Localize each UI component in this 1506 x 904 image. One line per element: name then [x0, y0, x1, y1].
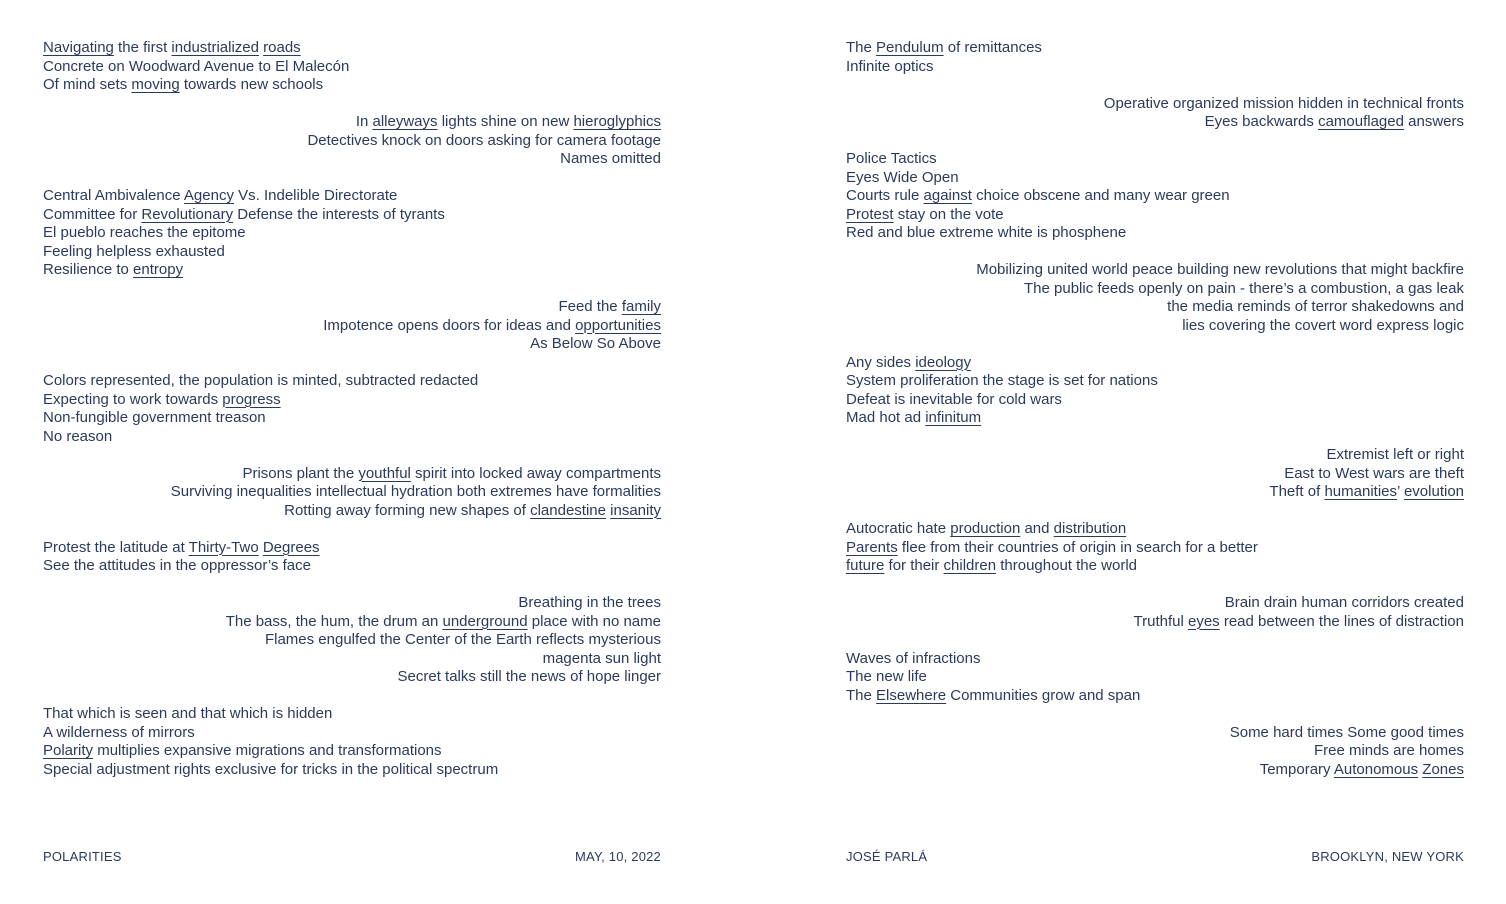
- text-segment: Colors represented, the population is minted, subtracted redacted: [43, 372, 479, 389]
- text-segment: Brain drain human corridors created: [1224, 594, 1464, 611]
- text-segment: System proliferation the stage is set for nations: [846, 372, 1158, 389]
- text-segment: The new life: [846, 668, 927, 685]
- text-segment: Communities grow and span: [946, 686, 1141, 704]
- poem-line: [846, 391, 1464, 410]
- poem-line: [846, 557, 1464, 576]
- poem-line: [846, 95, 1464, 114]
- stanza: [43, 187, 661, 280]
- poem-line: [43, 742, 661, 761]
- text-segment: Courts rule: [846, 187, 924, 204]
- text-segment: Waves of infractions: [846, 649, 981, 667]
- underlined-word: Elsewhere: [876, 686, 947, 704]
- poem-line: [43, 224, 661, 243]
- right-footer-location: BROOKLYN, NEW YORK: [1311, 849, 1464, 864]
- stanza: [43, 39, 661, 95]
- poem-line: [43, 428, 661, 447]
- text-segment: Protest the latitude at: [43, 538, 189, 556]
- text-segment: lights shine on new: [437, 113, 574, 130]
- left-footer-date: MAY, 10, 2022: [575, 849, 661, 864]
- text-segment: throughout the world: [996, 557, 1138, 574]
- poem-line: [43, 650, 661, 669]
- text-segment: the first: [113, 39, 172, 56]
- text-segment: Some hard times Some good times: [1229, 723, 1464, 741]
- stanza: [43, 113, 661, 169]
- text-segment: The: [846, 686, 877, 704]
- stanza: [846, 150, 1464, 243]
- poem-line: [43, 631, 661, 650]
- text-segment: Resilience to: [43, 261, 134, 278]
- poem-line: [846, 206, 1464, 225]
- poem-line: [846, 58, 1464, 77]
- poem-line: [43, 502, 661, 521]
- poem-line: [43, 594, 661, 613]
- poem-line: [846, 594, 1464, 613]
- text-segment: East to West wars are theft: [1284, 464, 1464, 482]
- text-segment: A wilderness of mirrors: [43, 723, 195, 741]
- stanza: [43, 372, 661, 446]
- poem-line: [846, 113, 1464, 132]
- poem-line: [43, 557, 661, 576]
- stanza: [846, 594, 1464, 631]
- poem-line: [43, 483, 661, 502]
- text-segment: the media reminds of terror shakedowns and: [1167, 298, 1464, 315]
- text-segment: Vs. Indelible Directorate: [233, 187, 398, 204]
- poem-line: [846, 39, 1464, 58]
- text-segment: Eyes Wide Open: [846, 168, 959, 186]
- underlined-word: moving: [131, 76, 180, 93]
- poem-line: [846, 539, 1464, 558]
- text-segment: Defeat is inevitable for cold wars: [846, 390, 1062, 408]
- underlined-word: eyes: [1187, 612, 1220, 630]
- poem-line: [846, 298, 1464, 317]
- stanza: [43, 705, 661, 779]
- underlined-word: Degrees: [262, 538, 320, 556]
- stanza: [43, 465, 661, 521]
- text-segment: Feeling helpless exhausted: [43, 242, 225, 260]
- underlined-word: youthful: [358, 464, 411, 482]
- stanza: [846, 446, 1464, 502]
- text-segment: Feed the: [558, 298, 622, 315]
- poem-line: [846, 687, 1464, 706]
- poem-line: [846, 280, 1464, 299]
- poem-line: [43, 58, 661, 77]
- underlined-word: Revolutionary: [141, 205, 234, 223]
- text-segment: Impotence opens doors for ideas and: [323, 316, 576, 334]
- stanza: [846, 724, 1464, 780]
- text-segment: Secret talks still the news of hope linger: [397, 668, 661, 685]
- text-segment: towards new schools: [179, 76, 324, 93]
- underlined-word: Protest: [846, 205, 894, 223]
- poem-line: [846, 354, 1464, 373]
- poem-line: [43, 391, 661, 410]
- underlined-word: against: [923, 187, 972, 204]
- underlined-word: industrialized: [171, 39, 259, 56]
- poem-line: [846, 465, 1464, 484]
- stanza: [846, 354, 1464, 428]
- text-segment: multiplies expansive migrations and transformations: [93, 742, 442, 759]
- text-segment: Theft of: [1269, 483, 1325, 500]
- underlined-word: progress: [222, 390, 281, 408]
- poem-line: [43, 705, 661, 724]
- stanza: [846, 520, 1464, 576]
- poem-line: [43, 409, 661, 428]
- underlined-word: camouflaged: [1318, 113, 1404, 130]
- underlined-word: ideology: [915, 353, 972, 371]
- text-segment: and: [1020, 520, 1054, 537]
- text-segment: flee from their countries of origin in search for a better: [897, 538, 1258, 556]
- stanza: [846, 39, 1464, 76]
- text-segment: In: [355, 113, 373, 130]
- poem-line: [43, 372, 661, 391]
- text-segment: place with no name: [527, 612, 661, 630]
- underlined-word: Parents: [846, 538, 898, 556]
- text-segment: Defense the interests of tyrants: [233, 205, 445, 223]
- poem-line: [846, 409, 1464, 428]
- poem-line: [846, 224, 1464, 243]
- underlined-word: insanity: [610, 501, 661, 519]
- text-segment: El pueblo reaches the epitome: [43, 224, 246, 241]
- poem-line: [846, 169, 1464, 188]
- text-segment: Truthful: [1133, 612, 1188, 630]
- poem-line: [846, 446, 1464, 465]
- poem-line: [43, 613, 661, 632]
- poem-line: [846, 742, 1464, 761]
- poem-line: [43, 243, 661, 262]
- underlined-word: roads: [263, 39, 301, 56]
- text-segment: Red and blue extreme white is phosphene: [846, 224, 1127, 241]
- stanza: [846, 261, 1464, 335]
- text-segment: magenta sun light: [542, 649, 661, 667]
- text-segment: Detectives knock on doors asking for camera footage: [307, 131, 661, 149]
- text-segment: Names omitted: [560, 150, 661, 167]
- poem-line: [43, 261, 661, 280]
- text-segment: That which is seen and that which is hidden: [43, 705, 333, 722]
- text-segment: Special adjustment rights exclusive for tricks in the political spectrum: [43, 760, 499, 778]
- text-segment: Police Tactics: [846, 150, 937, 167]
- poem-line: [43, 668, 661, 687]
- underlined-word: children: [943, 557, 997, 574]
- poem-line: [846, 613, 1464, 632]
- poem-line: [43, 335, 661, 354]
- poem-line: [846, 187, 1464, 206]
- poem-line: [43, 76, 661, 95]
- poem-line: [43, 39, 661, 58]
- text-segment: lies covering the covert word express logic: [1182, 316, 1464, 334]
- poem-line: [846, 372, 1464, 391]
- poem-line: [846, 150, 1464, 169]
- poem-line: [846, 317, 1464, 336]
- underlined-word: infinitum: [925, 409, 982, 426]
- text-segment: Rotting away forming new shapes of: [284, 501, 531, 519]
- text-segment: Central Ambivalence: [43, 187, 184, 204]
- poem-line: [846, 261, 1464, 280]
- text-segment: Breathing in the trees: [518, 594, 661, 611]
- text-segment: Flames engulfed the Center of the Earth reflects mysterious: [264, 631, 661, 648]
- text-segment: Temporary: [1259, 760, 1334, 778]
- stanza: [43, 298, 661, 354]
- poem-line: [43, 724, 661, 743]
- underlined-word: underground: [442, 612, 528, 630]
- underlined-word: evolution: [1403, 483, 1464, 500]
- underlined-word: Zones: [1422, 760, 1464, 778]
- underlined-word: entropy: [133, 261, 184, 278]
- text-segment: See the attitudes in the oppressor’s face: [43, 557, 311, 574]
- text-segment: Mad hot ad: [846, 409, 926, 426]
- stanza: [846, 650, 1464, 706]
- text-segment: Of mind sets: [43, 76, 132, 93]
- underlined-word: future: [846, 557, 885, 574]
- underlined-word: Autonomous: [1333, 760, 1419, 778]
- text-segment: read between the lines of distraction: [1219, 612, 1464, 630]
- stanza: [846, 95, 1464, 132]
- text-segment: No reason: [43, 427, 113, 445]
- poem-line: [43, 298, 661, 317]
- underlined-word: Thirty-Two: [188, 538, 259, 556]
- text-segment: choice obscene and many wear green: [971, 187, 1230, 204]
- underlined-word: opportunities: [575, 316, 661, 334]
- poem-line: [43, 187, 661, 206]
- poem-line: [846, 724, 1464, 743]
- stanza: [43, 539, 661, 576]
- text-segment: spirit into locked away compartments: [410, 464, 661, 482]
- text-segment: Surviving inequalities intellectual hydration both extremes have formalities: [170, 483, 661, 500]
- underlined-word: Pendulum: [876, 39, 944, 56]
- text-segment: Free minds are homes: [1313, 742, 1464, 759]
- underlined-word: production: [950, 520, 1021, 537]
- right-footer-author: JOSÉ PARLÁ: [846, 849, 928, 864]
- poem-line: [43, 132, 661, 151]
- underlined-word: humanities: [1324, 483, 1397, 500]
- text-segment: Mobilizing united world peace building new revolutions that might backfire: [976, 261, 1464, 278]
- text-segment: Any sides: [846, 353, 916, 371]
- text-segment: The: [846, 39, 877, 56]
- text-segment: The public feeds openly on pain - there’s a combustion, a gas leak: [1024, 279, 1464, 297]
- text-segment: Autocratic hate: [846, 520, 951, 537]
- poem-line: [846, 650, 1464, 669]
- stanza: [43, 594, 661, 687]
- text-segment: Concrete on Woodward Avenue to El Malecón: [43, 57, 350, 75]
- underlined-word: Agency: [183, 187, 234, 204]
- text-segment: The bass, the hum, the drum an: [225, 612, 443, 630]
- text-segment: Eyes backwards: [1204, 113, 1319, 130]
- text-segment: of remittances: [943, 39, 1042, 56]
- underlined-word: alleyways: [372, 113, 438, 130]
- text-segment: Prisons plant the: [242, 464, 359, 482]
- text-segment: As Below So Above: [530, 335, 661, 352]
- poem-line: [43, 465, 661, 484]
- poem-line: [846, 520, 1464, 539]
- text-segment: answers: [1403, 113, 1464, 130]
- poem-line: [846, 483, 1464, 502]
- poem-line: [43, 113, 661, 132]
- poem-line: [43, 206, 661, 225]
- text-segment: ’: [1397, 483, 1404, 500]
- poem-line: [43, 539, 661, 558]
- poem-line: [846, 668, 1464, 687]
- underlined-word: Navigating: [43, 39, 114, 56]
- text-segment: Expecting to work towards: [43, 390, 223, 408]
- right-page-poem: [846, 39, 1464, 798]
- text-segment: Committee for: [43, 205, 142, 223]
- underlined-word: family: [621, 298, 661, 315]
- text-segment: Extremist left or right: [1326, 446, 1464, 463]
- text-segment: Operative organized mission hidden in technical fronts: [1103, 94, 1464, 112]
- text-segment: Infinite optics: [846, 57, 934, 75]
- underlined-word: clandestine: [530, 501, 606, 519]
- underlined-word: distribution: [1053, 520, 1127, 537]
- text-segment: stay on the vote: [893, 205, 1004, 223]
- underlined-word: hieroglyphics: [573, 113, 661, 130]
- text-segment: Non-fungible government treason: [43, 409, 266, 426]
- poem-line: [43, 317, 661, 336]
- poem-line: [43, 150, 661, 169]
- left-page-poem: [43, 39, 661, 798]
- left-footer-title: POLARITIES: [43, 849, 122, 864]
- text-segment: for their: [884, 557, 944, 574]
- poem-line: [43, 761, 661, 780]
- poem-line: [846, 761, 1464, 780]
- underlined-word: Polarity: [43, 742, 94, 759]
